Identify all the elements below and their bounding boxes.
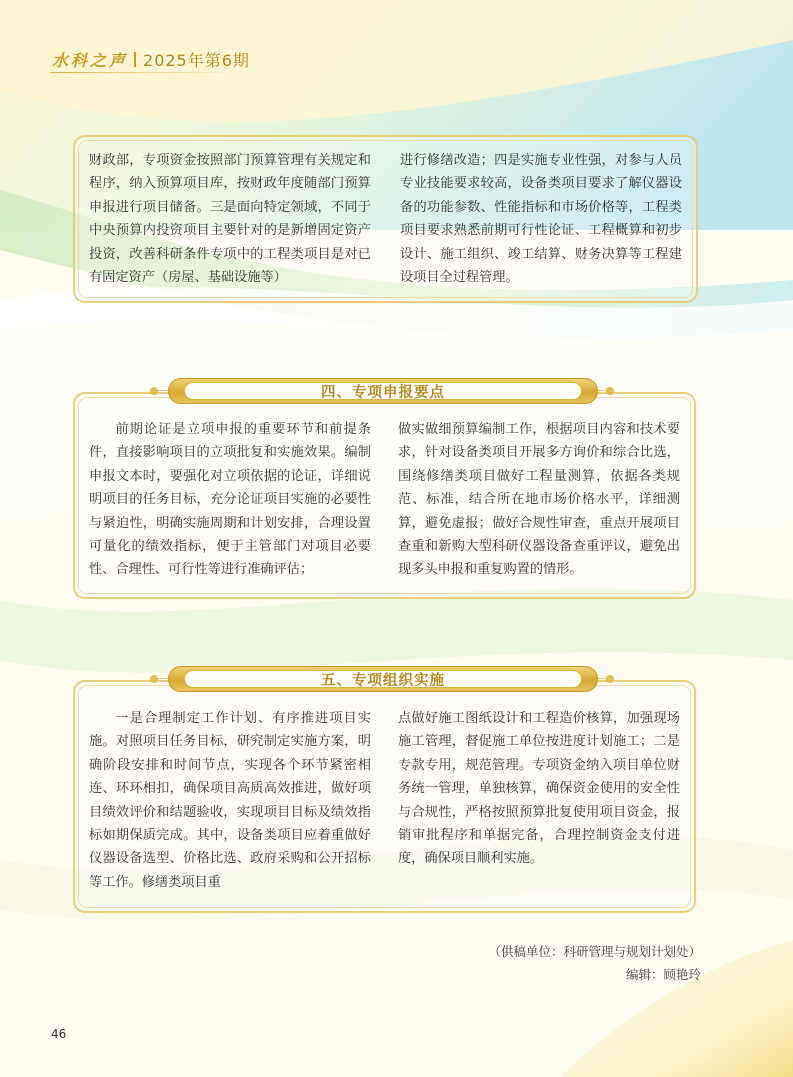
section-title: 四、专项申报要点 [321,384,445,401]
section-title-inner [184,670,582,688]
header-rule [50,72,242,73]
publication-name: 水科之声 [52,50,129,70]
section-title-inner [184,382,582,400]
content-box-application-points [73,392,696,599]
right-column: 进行修缮改造；四是实施专业性强，对参与人员专业技能要求较高，设备类项目要求了解仪器设备的功能参数、性能指标和市场价格等，工程类项目要求熟悉前期可行性论证、工程概算和初步设计、施工组织、竣工结算、财务决算等工程建设项目全过程管理。 [400,153,682,286]
right-column: 做实做细预算编制工作，根据项目内容和技术要求，针对设备类项目开展多方询价和综合比选，围绕修缮类项目做好工程量测算，依据各类规范、标准，结合所在地市场价格水平，详细测算，避免虚报；做好合规性审查，重点开展项目查重和新购大型科研仪器设备查重评议，避免出现多头申报和重复购置的情形。 [398,422,680,578]
section-title-bar [168,666,598,692]
title-dot-right [606,387,614,395]
right-column: 点做好施工图纸设计和工程造价核算，加强现场施工管理，督促施工单位按进度计划施工；二是专款专用，规范管理。专项资金纳入项目单位财务统一管理，单独核算，确保资金使用的安全性与合规性，严格按照预算批复使用项目资金，报销审批程序和单据完备，合理控制资金支付进度，确保项目顺利实施。 [398,711,680,867]
left-column: 前期论证是立项申报的重要环节和前提条件，直接影响项目的立项批复和实施效果。编制申报文本时，要强化对立项依据的论证，详细说明项目的任务目标，充分论证项目实施的必要性与紧迫性，明确实施周期和计划安排，合理设置可量化的绩效指标，便于主管部门对项目必要性、合理性、可行性等进行准确评估； [89,422,371,578]
contributor-line: （供稿单位：科研管理与规划计划处） [488,944,701,959]
two-column-text [89,149,682,289]
section-title-bar [168,378,598,404]
content-box-implementation [73,680,696,913]
two-column-text [89,418,680,582]
page-header [52,48,250,70]
editor-line: 编辑：顾艳玲 [625,967,701,982]
title-dot-left [150,387,158,395]
section-title: 五、专项组织实施 [321,672,445,689]
two-column-text [89,707,680,894]
page-number: 46 [51,1027,67,1041]
content-box-continuation [73,135,698,303]
title-dot-left [150,675,158,683]
header-separator [134,52,136,67]
left-column: 财政部，专项资金按照部门预算管理有关规定和程序，纳入预算项目库，按财政年度随部门预算申报进行项目储备。三是面向特定领域，不同于中央预算内投资项目主要针对的是新增固定资产投资，改善科研条件专项中的工程类项目是对已有固定资产（房屋、基础设施等） [89,153,371,286]
left-column: 一是合理制定工作计划、有序推进项目实施。对照项目任务目标，研究制定实施方案，明确阶段安排和时间节点，实现各个环节紧密相连、环环相扣，确保项目高质高效推进，做好项目绩效评价和结题验收，实现项目目标及绩效指标如期保质完成。其中，设备类项目应着重做好仪器设备选型、价格比选、政府采购和公开招标等工作。修缮类项目重 [89,711,371,890]
credits [488,940,701,986]
issue-number: 2025年第6期 [143,50,250,70]
title-dot-right [606,675,614,683]
